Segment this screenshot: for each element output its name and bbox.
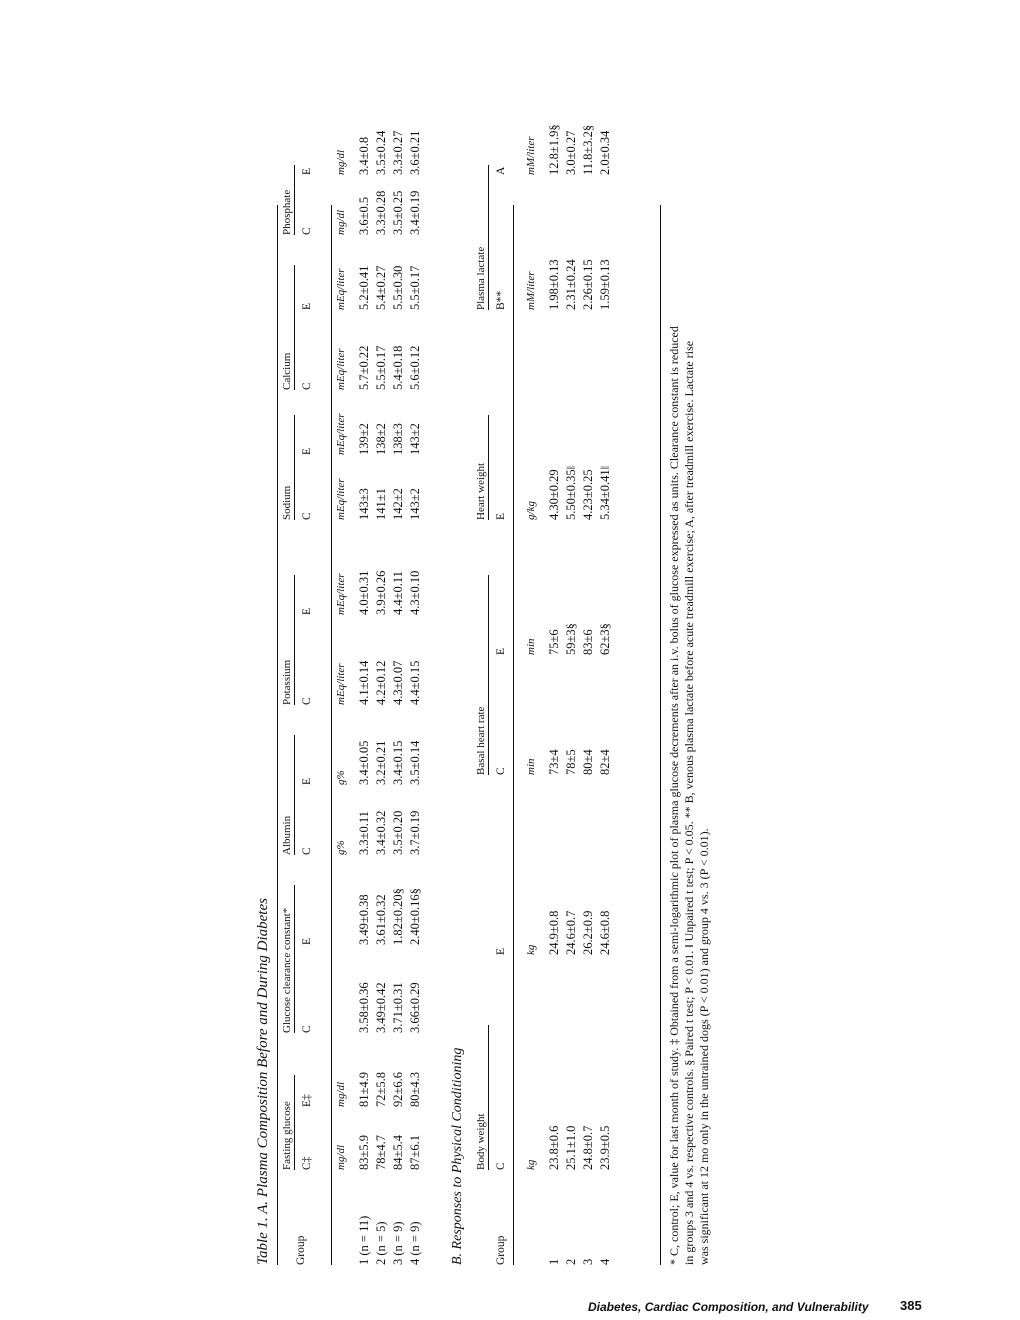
table-cell: 139±2 — [357, 423, 371, 455]
group-header-b: Group — [495, 1235, 507, 1265]
col-group-underline — [294, 415, 295, 520]
row-group-label: 2 (n = 5) — [374, 1221, 388, 1265]
col-group-header: Fasting glucose — [281, 1101, 293, 1170]
table-cell: 4.4±0.11 — [391, 571, 405, 615]
col-subheader: C — [301, 1025, 313, 1033]
unit-label: g% — [335, 840, 347, 855]
unit-label: min — [525, 638, 537, 655]
table-cell: 5.7±0.22 — [357, 345, 371, 390]
table-cell: 4.23±0.25 — [581, 469, 595, 520]
col-group-underline — [488, 1025, 489, 1170]
table-cell: 23.9±0.5 — [598, 1125, 612, 1170]
col-group-header: Calcium — [281, 352, 293, 390]
unit-label: mEq/liter — [335, 268, 347, 310]
table-cell: 2.40±0.16§ — [408, 888, 422, 945]
table-cell: 24.6±0.7 — [564, 910, 578, 955]
table-cell: 2.26±0.15 — [581, 259, 595, 310]
table-cell: 73±4 — [547, 749, 561, 775]
table-cell: 3.3±0.11 — [357, 811, 371, 855]
unit-label: kg — [525, 1159, 537, 1170]
table-cell: 3.6±0.5 — [357, 196, 371, 235]
col-subheader: E‡ — [301, 1094, 313, 1107]
page-number: 385 — [900, 1298, 922, 1313]
col-subheader: B** — [495, 290, 507, 310]
col-subheader: E — [301, 937, 313, 945]
table-cell: 3.58±0.36 — [357, 982, 371, 1033]
table-cell: 143±2 — [408, 423, 422, 455]
table-cell: 1.82±0.20§ — [391, 888, 405, 945]
table-cell: 11.8±3.2§ — [581, 124, 595, 175]
table-cell: 25.1±1.0 — [564, 1125, 578, 1170]
unit-label: min — [525, 758, 537, 775]
part-b-header-rule — [513, 205, 514, 1265]
col-group-underline — [294, 265, 295, 390]
table-cell: 84±5.4 — [391, 1135, 405, 1170]
unit-label: g/kg — [525, 501, 537, 520]
table-cell: 24.9±0.8 — [547, 910, 561, 955]
table-cell: 4.30±0.29 — [547, 469, 561, 520]
table-cell: 143±3 — [357, 488, 371, 520]
table-cell: 3.7±0.19 — [408, 810, 422, 855]
footnote-line: was significant at 12 mo only in the untrained dogs (P < 0.01) and group 4 vs. 3 (P < 0.01). — [697, 828, 711, 1265]
table-cell: 4.3±0.07 — [391, 660, 405, 705]
unit-label: mg/dl — [335, 209, 347, 235]
table-cell: 3.5±0.25 — [391, 190, 405, 235]
col-subheader: E — [495, 947, 507, 955]
col-group-header: Glucose clearance constant* — [281, 907, 293, 1033]
table-cell: 4.4±0.15 — [408, 660, 422, 705]
table-cell: 141±1 — [374, 488, 388, 520]
unit-label: mg/dl — [335, 1081, 347, 1107]
table-cell: 3.5±0.24 — [374, 130, 388, 175]
table-cell: 62±3§ — [598, 623, 612, 655]
table-cell: 5.6±0.12 — [408, 345, 422, 390]
part-b-title: B. Responses to Physical Conditioning — [450, 1047, 465, 1265]
table-cell: 3.4±0.19 — [408, 190, 422, 235]
table-cell: 142±2 — [391, 488, 405, 520]
table-cell: 72±5.8 — [374, 1072, 388, 1107]
col-subheader: C — [495, 1162, 507, 1170]
col-group-underline — [294, 165, 295, 235]
col-group-header: Sodium — [281, 485, 293, 520]
table-cell: 3.4±0.32 — [374, 810, 388, 855]
table-cell: 3.61±0.32 — [374, 894, 388, 945]
footnote-line: * C, control; E, value for last month of study. ‡ Obtained from a semi-logarithmic plot of plasma glucose decrements after an i.v. bolus of glucose expressed as units. Clearance constant is reduced — [667, 326, 681, 1265]
table-cell: 3.0±0.27 — [564, 130, 578, 175]
col-group-header: Body weight — [475, 1113, 487, 1170]
unit-label: mg/dl — [335, 149, 347, 175]
unit-label: g% — [335, 770, 347, 785]
table-cell: 4.0±0.31 — [357, 570, 371, 615]
unit-label: mEq/liter — [335, 348, 347, 390]
col-group-header: Albumin — [281, 815, 293, 855]
table-cell: 143±2 — [408, 488, 422, 520]
group-header-a: Group — [295, 1235, 307, 1265]
table-cell: 1.59±0.13 — [598, 259, 612, 310]
table-cell: 5.5±0.30 — [391, 265, 405, 310]
rotated-table-page — [255, 124, 725, 1265]
col-group-header: Heart weight — [475, 462, 487, 520]
footnote-line: in groups 3 and 4 vs. respective controls. § Paired t test; P < 0.01. ‖ Unpaired t test; P < 0.05. ** B, venous plasma lactate before acute treadmill exercise; A, after treadmill exercise. Lactate rise — [682, 340, 696, 1265]
col-group-underline — [488, 165, 489, 310]
table-cell: 59±3§ — [564, 623, 578, 655]
col-subheader: A — [495, 166, 507, 175]
top-rule — [277, 205, 278, 1265]
col-subheader: E — [301, 302, 313, 310]
col-subheader: E — [301, 607, 313, 615]
row-group-label: 4 (n = 9) — [408, 1221, 422, 1265]
col-subheader: E — [301, 777, 313, 785]
unit-label: mM/liter — [525, 271, 537, 310]
table-cell: 3.71±0.31 — [391, 982, 405, 1033]
table-cell: 5.5±0.17 — [408, 265, 422, 310]
running-title: Diabetes, Cardiac Composition, and Vulnerability — [588, 1300, 869, 1314]
col-group-header: Phosphate — [281, 189, 293, 235]
unit-label: kg — [525, 944, 537, 955]
table-cell: 2.31±0.24 — [564, 259, 578, 310]
col-subheader: C — [301, 382, 313, 390]
col-subheader: E — [495, 512, 507, 520]
table-cell: 92±6.6 — [391, 1072, 405, 1107]
col-group-header: Plasma lactate — [475, 246, 487, 310]
table-cell: 3.49±0.42 — [374, 982, 388, 1033]
row-group-label: 3 — [581, 1258, 595, 1265]
table-cell: 4.1±0.14 — [357, 660, 371, 705]
bottom-rule — [660, 205, 661, 1265]
table-cell: 78±4.7 — [374, 1135, 388, 1170]
col-subheader: E — [301, 167, 313, 175]
header-rule — [331, 205, 332, 1265]
row-group-label: 2 — [564, 1258, 578, 1265]
table-cell: 80±4.3 — [408, 1072, 422, 1107]
table-cell: 138±2 — [374, 423, 388, 455]
col-subheader: C — [301, 512, 313, 520]
col-group-underline — [294, 1075, 295, 1170]
table-cell: 3.2±0.21 — [374, 740, 388, 785]
row-group-label: 4 — [598, 1258, 612, 1265]
table-cell: 3.6±0.21 — [408, 130, 422, 175]
unit-label: mEq/liter — [335, 478, 347, 520]
table-cell: 3.5±0.14 — [408, 740, 422, 785]
table-cell: 5.4±0.18 — [391, 345, 405, 390]
table-cell: 3.3±0.28 — [374, 190, 388, 235]
col-group-header: Potassium — [281, 659, 293, 705]
unit-label: mEq/liter — [335, 573, 347, 615]
col-group-header: Basal heart rate — [475, 706, 487, 775]
col-subheader: E — [495, 647, 507, 655]
col-subheader: C — [495, 767, 507, 775]
table-cell: 3.4±0.8 — [357, 136, 371, 175]
col-group-underline — [294, 575, 295, 705]
table-cell: 75±6 — [547, 629, 561, 655]
table-cell: 12.8±1.9§ — [547, 124, 561, 175]
unit-label: mEq/liter — [335, 663, 347, 705]
table-cell: 3.66±0.29 — [408, 982, 422, 1033]
col-subheader: C — [301, 227, 313, 235]
col-subheader: C — [301, 847, 313, 855]
col-subheader: C‡ — [301, 1156, 313, 1170]
col-group-underline — [294, 885, 295, 1033]
table-cell: 81±4.9 — [357, 1072, 371, 1107]
row-group-label: 1 — [547, 1258, 561, 1265]
table-cell: 3.3±0.27 — [391, 130, 405, 175]
unit-label: mM/liter — [525, 136, 537, 175]
table-cell: 82±4 — [598, 749, 612, 775]
table-cell: 83±5.9 — [357, 1135, 371, 1170]
col-group-underline — [488, 575, 489, 775]
table-cell: 83±6 — [581, 629, 595, 655]
table-cell: 78±5 — [564, 749, 578, 775]
table-cell: 5.4±0.27 — [374, 265, 388, 310]
table-cell: 2.0±0.34 — [598, 130, 612, 175]
table-cell: 26.2±0.9 — [581, 910, 595, 955]
col-group-underline — [488, 415, 489, 520]
table-cell: 3.5±0.20 — [391, 810, 405, 855]
table-cell: 80±4 — [581, 749, 595, 775]
table-cell: 138±3 — [391, 423, 405, 455]
table-cell: 5.2±0.41 — [357, 265, 371, 310]
row-group-label: 1 (n = 11) — [357, 1215, 371, 1265]
col-subheader: E — [301, 447, 313, 455]
col-group-underline — [294, 735, 295, 855]
table-cell: 3.4±0.15 — [391, 740, 405, 785]
unit-label: mEq/liter — [335, 413, 347, 455]
table-cell: 5.34±0.41‖ — [598, 465, 612, 520]
table-cell: 24.6±0.8 — [598, 910, 612, 955]
table-cell: 3.4±0.05 — [357, 740, 371, 785]
row-group-label: 3 (n = 9) — [391, 1221, 405, 1265]
table-cell: 3.9±0.26 — [374, 570, 388, 615]
table-cell: 24.8±0.7 — [581, 1125, 595, 1170]
table-cell: 3.49±0.38 — [357, 894, 371, 945]
col-subheader: C — [301, 697, 313, 705]
table-cell: 87±6.1 — [408, 1135, 422, 1170]
table-cell: 5.5±0.17 — [374, 345, 388, 390]
unit-label: mg/dl — [335, 1144, 347, 1170]
table-caption: Table 1. A. Plasma Composition Before and During Diabetes — [255, 898, 271, 1265]
table-cell: 23.8±0.6 — [547, 1125, 561, 1170]
table-cell: 1.98±0.13 — [547, 259, 561, 310]
table-cell: 5.50±0.35‖ — [564, 465, 578, 520]
table-cell: 4.3±0.10 — [408, 570, 422, 615]
table-cell: 4.2±0.12 — [374, 660, 388, 705]
